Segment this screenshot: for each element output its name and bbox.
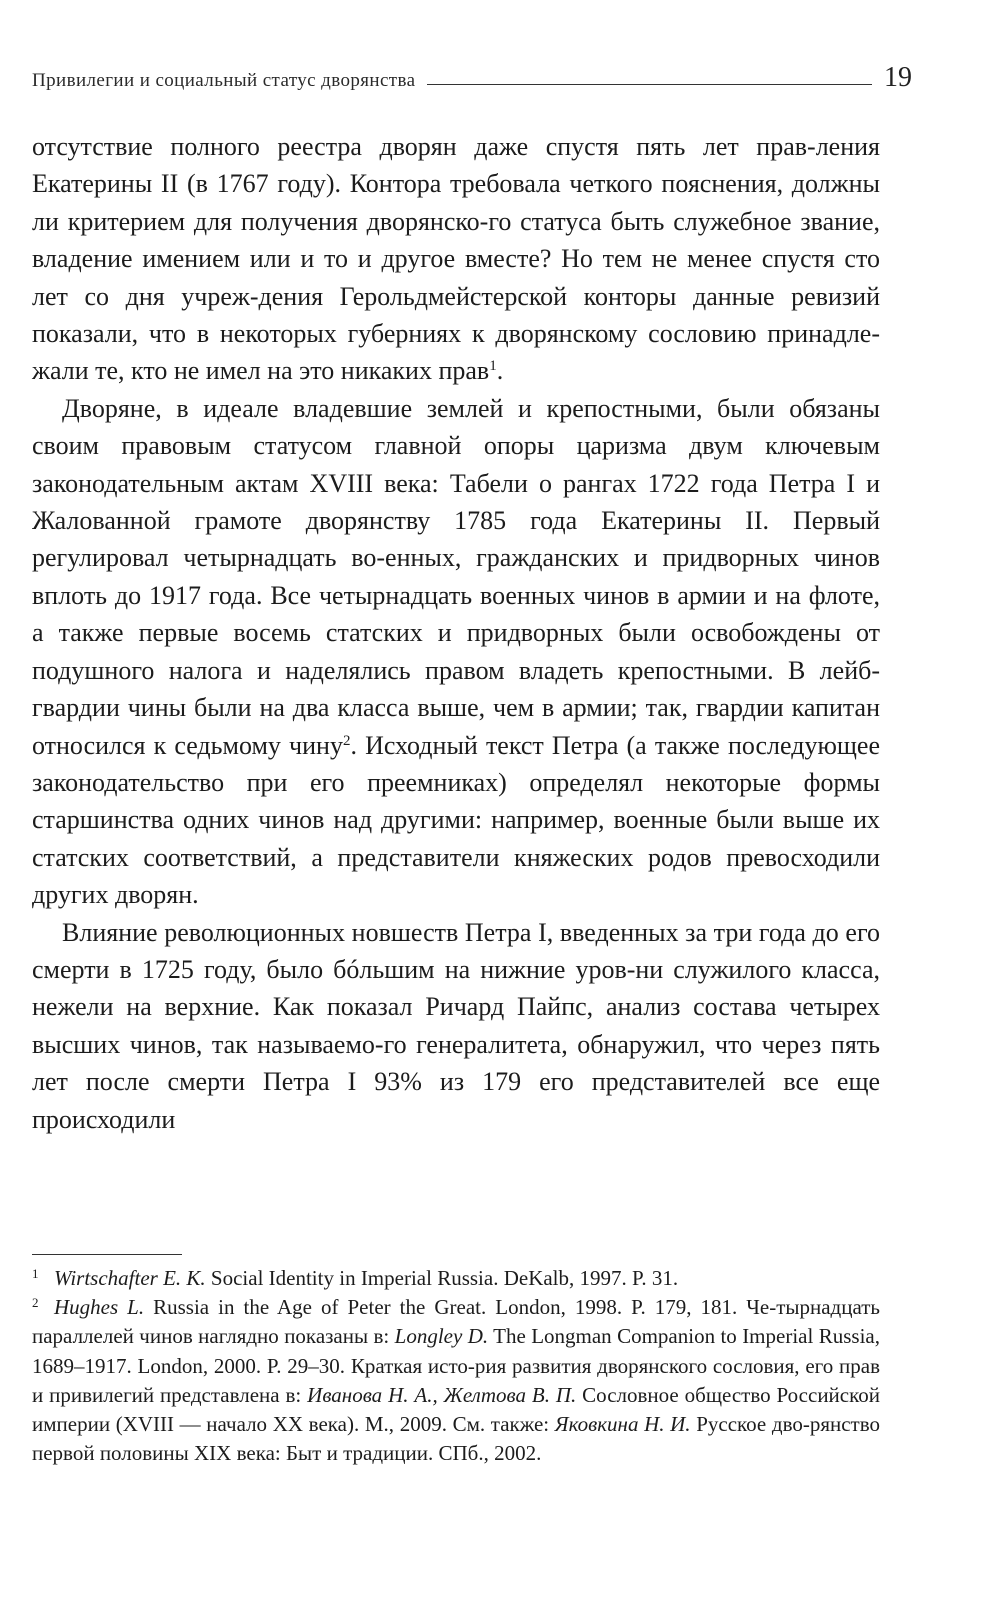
paragraph-1: [32, 128, 880, 390]
footnote-separator: [32, 1254, 182, 1255]
footnote-1: 1 Wirtschafter E. K. Social Identity in Imperial Russia. DeKalb, 1997. P. 31.: [32, 1266, 679, 1290]
header-rule: [427, 84, 872, 85]
footnote-2-author-1: Hughes L.: [54, 1295, 145, 1320]
page-number: 19: [884, 62, 912, 93]
paragraph-3: [32, 914, 880, 1138]
footnote-2-text-4: Русское дво-рянство первой половины XIX века: Быт и традиции. СПб., 2002.: [32, 1412, 880, 1466]
footnote-2-author-3: Иванова Н. А., Желтова В. П.: [307, 1382, 577, 1407]
paragraph-2-text-a: Дворяне, в идеале владевшие землей и крепостными, были обязаны своим правовым статусом главной опоры царизма двум ключевым законодательным актам XVIII века: Табели о рангах 1722 года Петра I и Жалованной грамоте дворянству 1785 года Екатерины II. Первый регулировал четырнадцать во-енных, гражданских и придворных чинов вплоть до 1917 года. Все четырнадцать военных чинов в армии и на флоте, а также первые восемь статских и придворных были освобождены от подушного налога и наделялись правом владеть крепостными. В лейб-гвардии чины были на два класса выше, чем в армии; так, гвардии капитан относился к седьмому чину: [32, 393, 880, 760]
footnote-2-author-2: Longley D.: [394, 1324, 489, 1349]
main-text: [32, 128, 880, 1138]
footnote-1-text: Social Identity in Imperial Russia. DeKalb, 1997. P. 31.: [205, 1266, 679, 1290]
footnote-2-text-1: Russia in the Age of Peter the Great. London, 1998. P. 179, 181. Че-тырнадцать параллелей чинов наглядно показаны в:: [32, 1295, 880, 1349]
paragraph-3-text: Влияние революционных новшеств Петра I, введенных за три года до его смерти в 1725 году, было бóльшим на нижние уров-ни служилого класса, нежели на верхние. Как показал Ричард Пайпс, анализ состава четырех высших чинов, так называемо-го генералитета, обнаружил, что через пять лет после смерти Петра I 93% из 179 его представителей все еще происходили: [32, 917, 880, 1134]
footnote-2-text-2: The Longman Companion to Imperial Russia, 1689–1917. London, 2000. P. 29–30. Краткая исто-рия развития дворянского сословия, его прав и привилегий представлена в:: [32, 1324, 880, 1407]
footnotes: [32, 1264, 880, 1468]
paragraph-1-text: отсутствие полного реестра дворян даже спустя пять лет прав-ления Екатерины II (в 1767 году). Контора требовала четкого пояснения, должны ли критерием для получения дворянско-го статуса быть служебное звание, владение имением или и то и другое вместе? Но тем не менее спустя сто лет со дня учреж-дения Герольдмейстерской конторы данные ревизий показали, что в некоторых губерниях к дворянскому сословию принадле-жали те, кто не имел на это никаких прав: [32, 132, 880, 386]
running-title: Привилегии и социальный статус дворянства: [32, 70, 416, 91]
paragraph-1-tail: .: [496, 356, 504, 386]
paragraph-2-text-b: . Исходный текст Петра (а также последующее законодательство при его преемниках) определял некоторые формы старшинства одних чинов над другими: например, военные были выше их статских соответствий, а представители княжеских родов превосходили других дворян.: [32, 730, 880, 910]
running-header: [32, 58, 912, 92]
footnote-ref-1[interactable]: 1: [489, 358, 497, 375]
footnote-ref-2[interactable]: 2: [342, 732, 351, 749]
paragraph-2: [32, 390, 880, 914]
footnote-2: 2 Hughes L. Russia in the Age of Peter the Great. London, 1998. P. 179, 181. Че-тырнадцать параллелей чинов наглядно показаны в: Longley D. The Longman Companion to Imperial Russia, 1689–1917. London, 2000. P. 29–30. Краткая исто-рия развития дворянского сословия, его прав и привилегий представлена в: Иванова Н. А., Желтова В. П. Сословное общество Российской империи (XVIII — начало XX века). М., 2009. См. также: Яковкина Н. И. Русское дво-рянство первой половины XIX века: Быт и традиции. СПб., 2002.: [32, 1295, 880, 1466]
footnote-2-author-4: Яковкина Н. И.: [554, 1412, 691, 1437]
footnote-2-text-3: Сословное общество Российской империи (XVIII — начало XX века). М., 2009. См. также:: [32, 1382, 880, 1437]
footnote-1-author: Wirtschafter E. K.: [54, 1266, 206, 1290]
